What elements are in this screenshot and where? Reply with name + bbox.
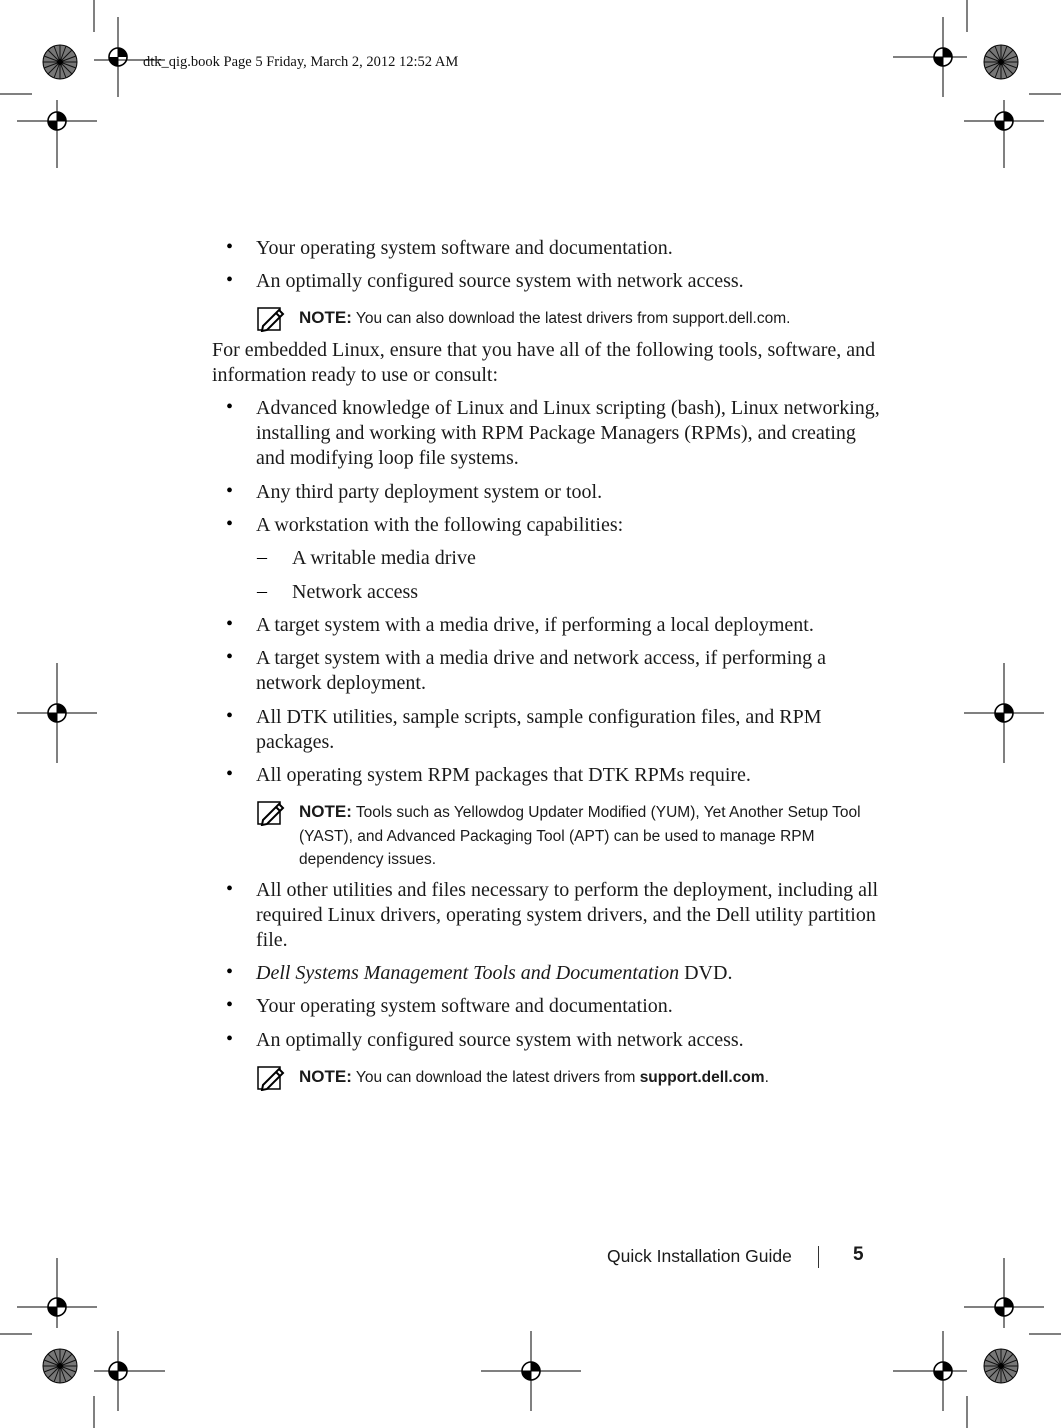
list-item: An optimally configured source system with network access. [256, 1029, 744, 1051]
list-item: A workstation with the following capabilities: [256, 514, 624, 536]
list-item: An optimally configured source system with network access. [256, 270, 744, 292]
list-item: A target system with a media drive and network access, if performing a network deployment. [256, 647, 827, 694]
embedded-linux-intro: For embedded Linux, ensure that you have all of the following tools, software, and information ready to use or consult: [212, 339, 876, 386]
note-pencil-icon [257, 306, 285, 332]
note-pencil-icon [257, 800, 285, 826]
page-number: 5 [853, 1244, 864, 1265]
bullet-icon: • [226, 994, 234, 1016]
list-item: Advanced knowledge of Linux and Linux scripting (bash), Linux networking, installing and working with RPM Package Managers (RPMs), and creating and modifying loop file systems. [256, 397, 880, 469]
note-text: You can download the latest drivers from [355, 1069, 640, 1086]
sub-list-item: Network access [292, 581, 419, 603]
print-info-header: dtk_qig.book Page 5 Friday, March 2, 2012 12:52 AM [143, 54, 459, 70]
note-rpm-tools [299, 800, 884, 872]
dvd-title: Dell Systems Management Tools and Documentation [256, 962, 680, 984]
list-item [256, 961, 881, 986]
bullet-icon: • [226, 480, 234, 502]
list-item: All operating system RPM packages that DTK RPMs require. [256, 764, 751, 786]
note-text: You can also download the latest drivers from support.dell.com. [355, 310, 791, 327]
list-item: Your operating system software and documentation. [256, 995, 673, 1017]
note-drivers [299, 306, 884, 331]
bullet-icon: • [226, 513, 234, 535]
dash-icon: – [257, 580, 267, 602]
dash-icon: – [257, 546, 267, 568]
note-text-end: . [764, 1069, 769, 1086]
note-text: Tools such as Yellowdog Updater Modified (YUM), Yet Another Setup Tool (YAST), and Advanced Packaging Tool (APT) can be used to manage RPM dependency issues. [299, 804, 861, 868]
dvd-suffix: DVD. [679, 962, 733, 984]
note-label: NOTE: [299, 308, 352, 327]
note-pencil-icon [257, 1065, 285, 1091]
bullet-icon: • [226, 763, 234, 785]
note-download-drivers [299, 1065, 884, 1090]
sub-list-item: A writable media drive [292, 547, 476, 569]
bullet-icon: • [226, 961, 234, 983]
list-item: All other utilities and files necessary to perform the deployment, including all required Linux drivers, operating system drivers, and the Dell utility partition file. [256, 879, 879, 951]
list-item: All DTK utilities, sample scripts, sample configuration files, and RPM packages. [256, 706, 822, 753]
bullet-icon: • [226, 705, 234, 727]
support-link[interactable]: support.dell.com [639, 1069, 765, 1086]
bullet-icon: • [226, 1028, 234, 1050]
note-label: NOTE: [299, 802, 352, 821]
bullet-icon: • [226, 613, 234, 635]
list-item: Any third party deployment system or tool. [256, 481, 603, 503]
footer-separator [818, 1246, 819, 1268]
list-item: Your operating system software and documentation. [256, 237, 673, 259]
footer-guide-title: Quick Installation Guide [607, 1246, 792, 1266]
note-label: NOTE: [299, 1067, 352, 1086]
bullet-icon: • [226, 396, 234, 418]
list-item: A target system with a media drive, if performing a local deployment. [256, 614, 814, 636]
bullet-icon: • [226, 878, 234, 900]
bullet-icon: • [226, 269, 234, 291]
bullet-icon: • [226, 236, 234, 258]
bullet-icon: • [226, 646, 234, 668]
